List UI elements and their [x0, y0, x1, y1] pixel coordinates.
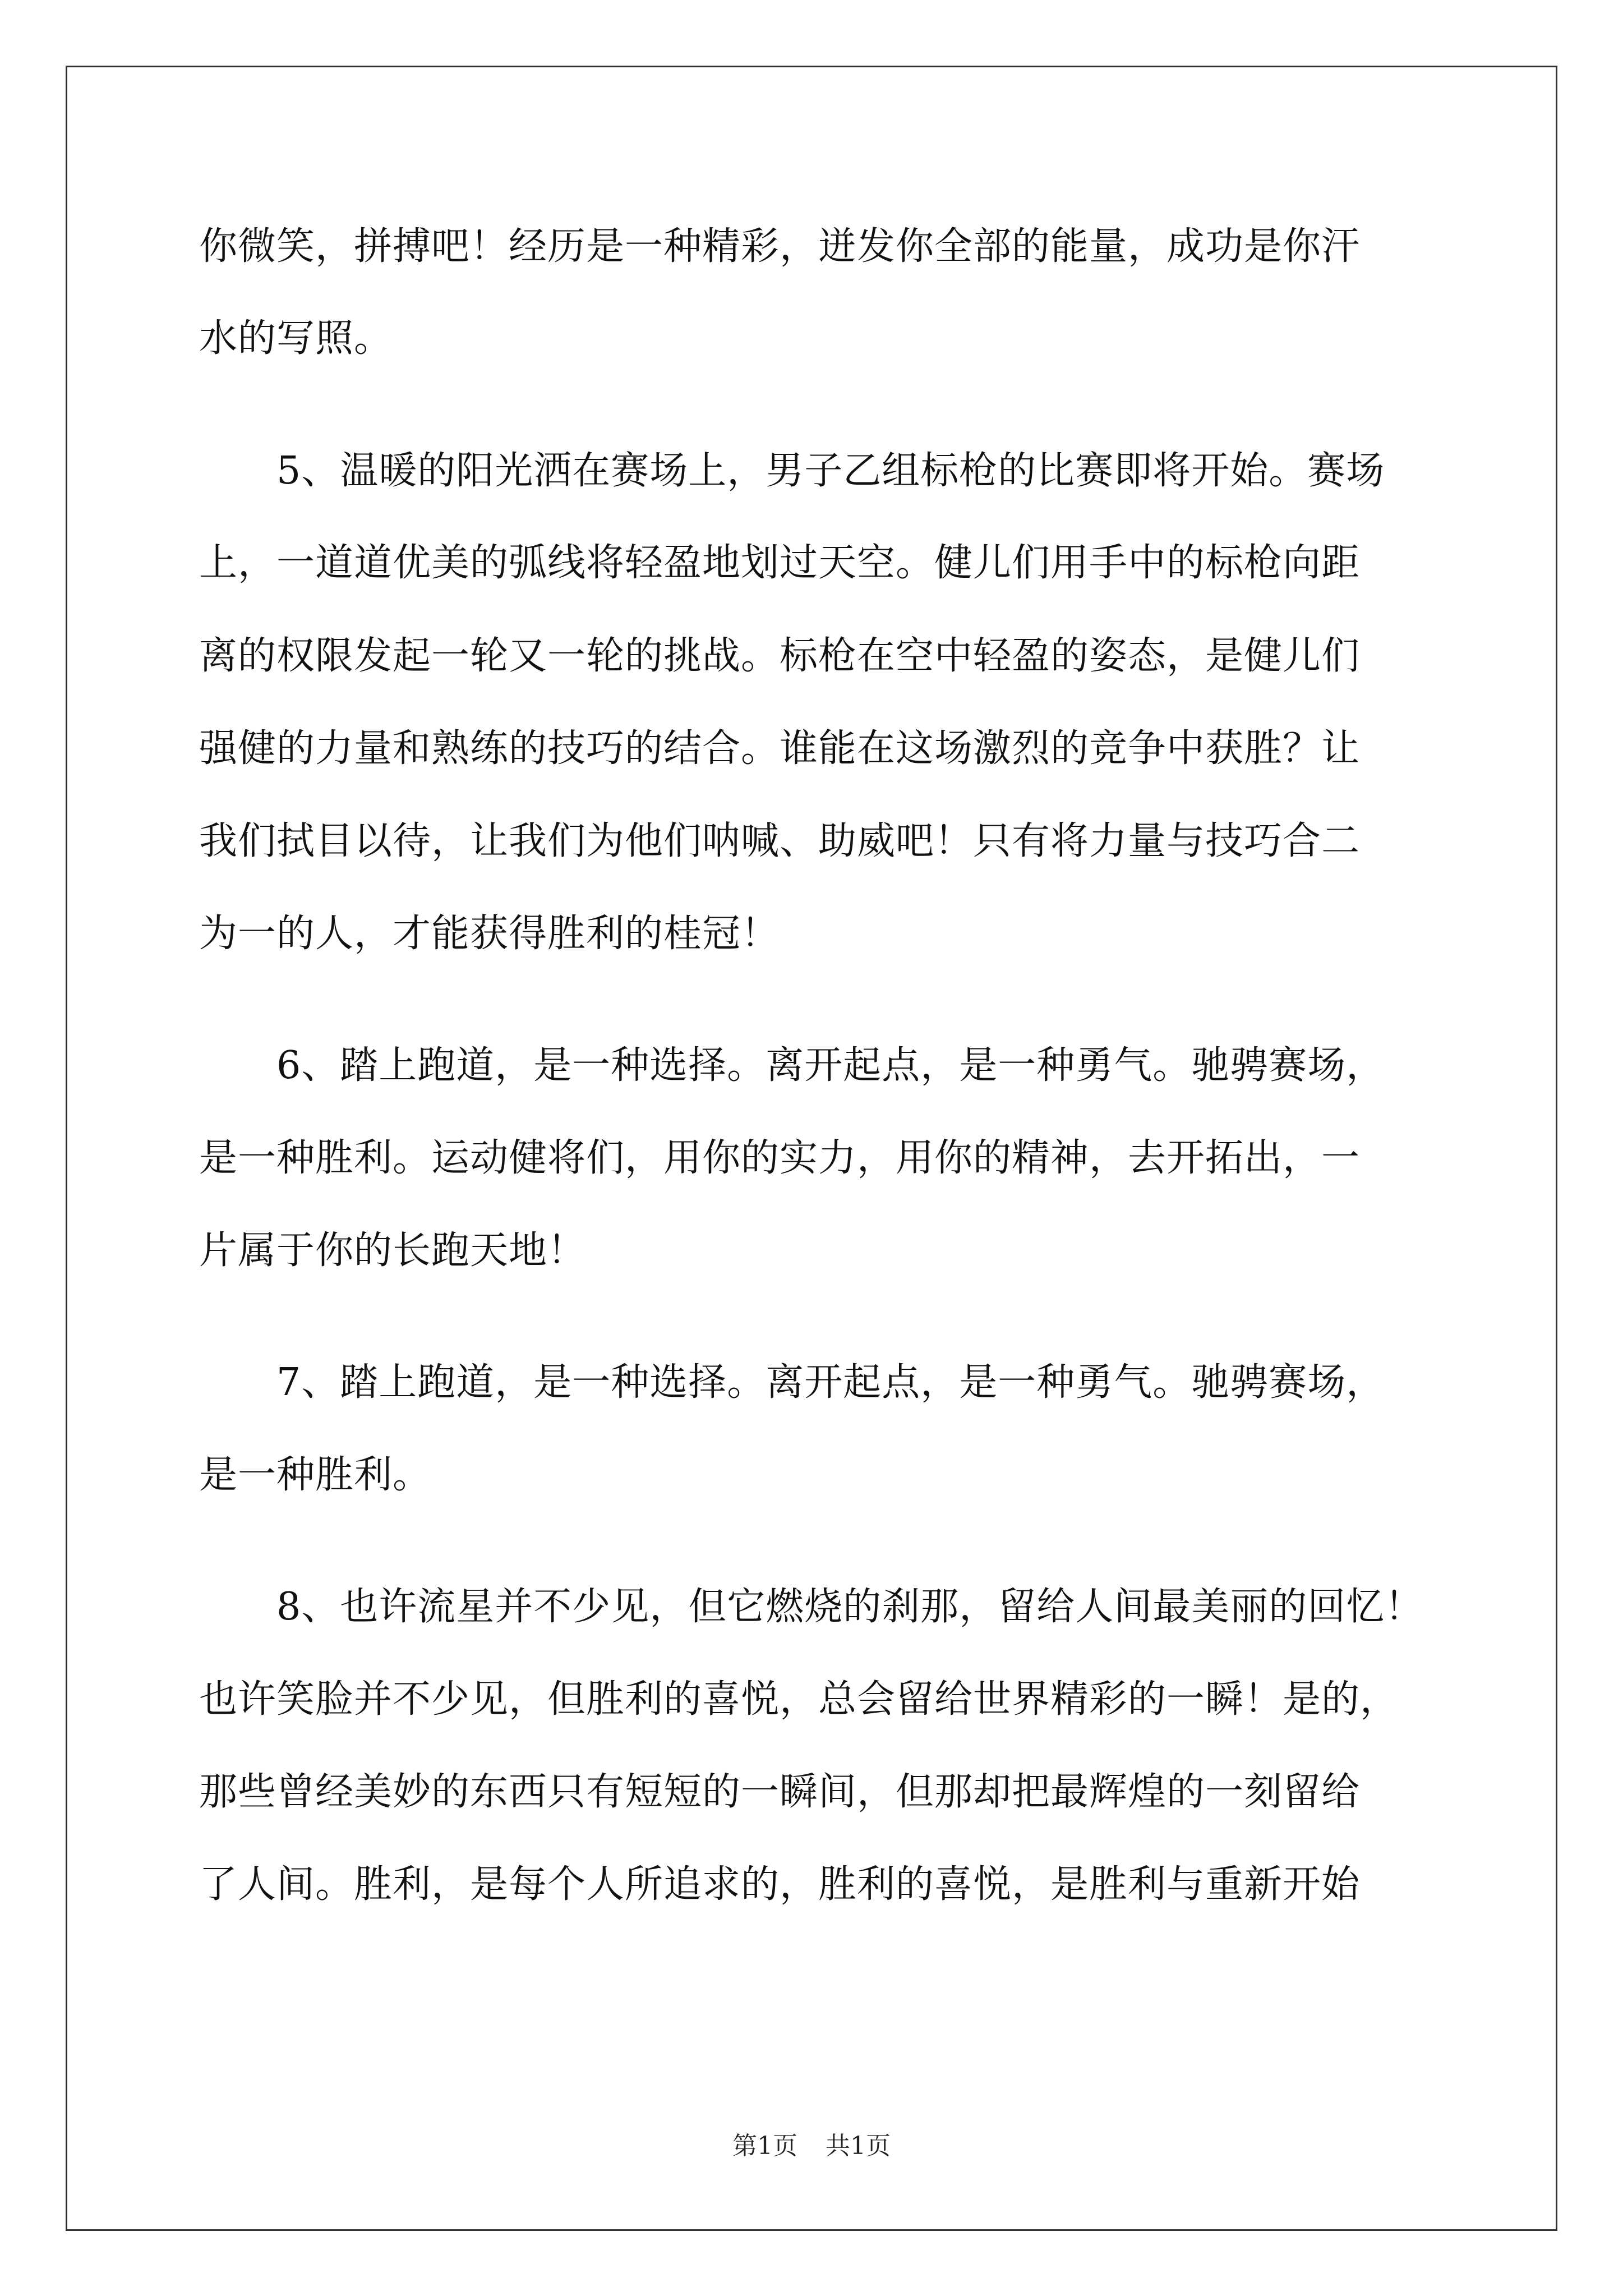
- text-line: 6、踏上跑道，是一种选择。离开起点，是一种勇气。驰骋赛场，: [199, 1043, 1385, 1088]
- page-count: 共1页: [826, 2132, 891, 2160]
- text-line: 你微笑，拼搏吧！经历是一种精彩，迸发你全部的能量，成功是你汗: [199, 224, 1361, 269]
- text-line: 8、也许流星并不少见，但它燃烧的刹那，留给人间最美丽的回忆！: [199, 1585, 1424, 1629]
- page-number: 第1页: [732, 2132, 797, 2160]
- text-line: 水的写照。: [199, 316, 393, 361]
- text-line: 7、踏上跑道，是一种选择。离开起点，是一种勇气。驰骋赛场，: [199, 1360, 1385, 1405]
- text-line: 是一种胜利。运动健将们，用你的实力，用你的精神，去开拓出，一: [199, 1136, 1361, 1180]
- text-line: 离的权限发起一轮又一轮的挑战。标枪在空中轻盈的姿态，是健儿们: [199, 634, 1361, 678]
- text-line: 片属于你的长跑天地！: [199, 1228, 587, 1273]
- text-line: 是一种胜利。: [199, 1453, 432, 1497]
- text-line: 强健的力量和熟练的技巧的结合。谁能在这场激烈的竞争中获胜？让: [199, 726, 1361, 771]
- text-line: 上，一道道优美的弧线将轻盈地划过天空。健儿们用手中的标枪向距: [199, 541, 1361, 585]
- text-line: 了人间。胜利，是每个人所追求的，胜利的喜悦，是胜利与重新开始: [199, 1862, 1361, 1907]
- text-line: 5、温暖的阳光洒在赛场上，男子乙组标枪的比赛即将开始。赛场: [199, 449, 1385, 493]
- text-line: 也许笑脸并不少见，但胜利的喜悦，总会留给世界精彩的一瞬！是的，: [199, 1677, 1399, 1722]
- text-line: 为一的人，才能获得胜利的桂冠！: [199, 912, 780, 956]
- text-line: 那些曾经美妙的东西只有短短的一瞬间，但那却把最辉煌的一刻留给: [199, 1770, 1361, 1814]
- text-line: 我们拭目以待，让我们为他们呐喊、助威吧！只有将力量与技巧合二: [199, 819, 1361, 863]
- page-footer: [0, 2132, 1623, 2161]
